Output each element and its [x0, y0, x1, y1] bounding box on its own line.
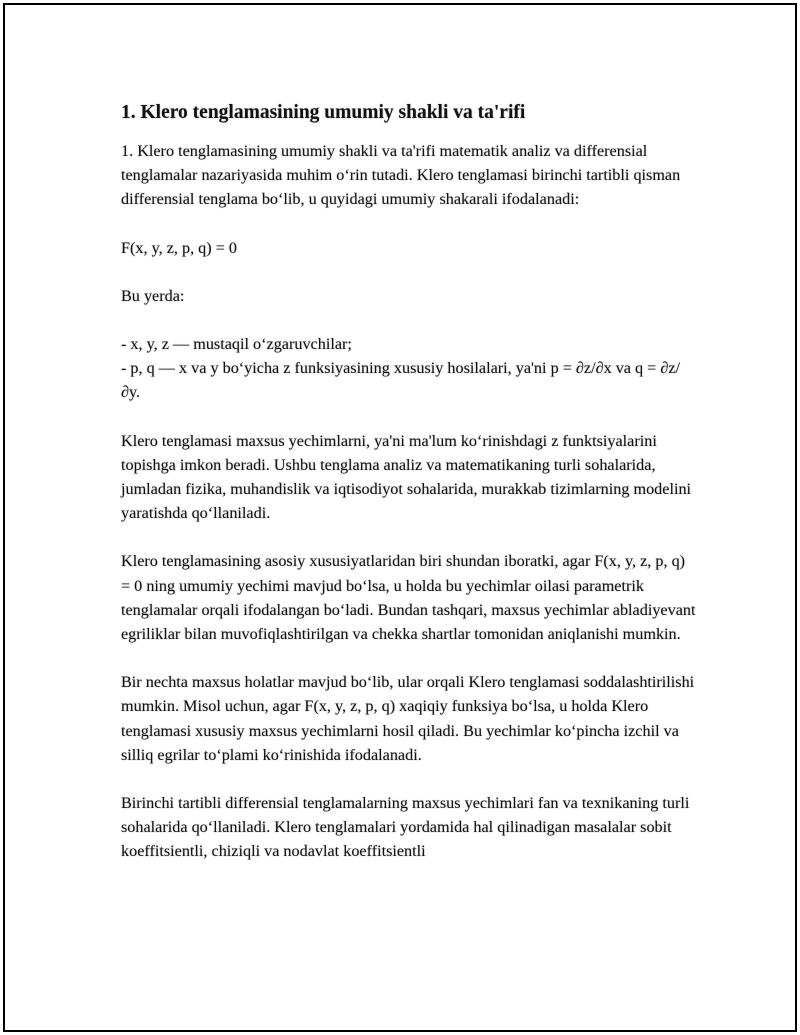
list-item: - p, q — x va y bo‘yicha z funksiyasining xususiy hosilalari, ya'ni p = ∂z/∂x va q = ∂z/∂y. [121, 359, 681, 402]
body-paragraph: Klero tenglamasi maxsus yechimlarni, ya'ni ma'lum ko‘rinishdagi z funktsiyalarini topishga imkon beradi. Ushbu tenglama analiz va matematikaning turli sohalarida, jumladan fizika, muhandislik va iqtisodiyot sohalarida, murakkab tizimlarning modelini yaratishda qo‘llaniladi. [121, 431, 692, 523]
document-content [121, 99, 696, 888]
body-paragraph: Birinchi tartibli differensial tenglamalarning maxsus yechimlari fan va texnikaning turli sohalarida qo‘llaniladi. Klero tenglamalari yordamida hal qilinadigan masalalar sobit koeffitsientli, chiziqli va nodavlat koeffitsientli [121, 794, 690, 861]
document-page [3, 3, 797, 1032]
intro-paragraph: 1. Klero tenglamasining umumiy shakli va ta'rifi matematik analiz va differensial tenglamalar nazariyasida muhim o‘rin tutadi. Klero tenglamasi birinchi tartibli qisman differensial tenglama bo‘lib, u quyidagi umumiy shakarali ifodalanadi: [121, 142, 681, 209]
body-paragraph: Bir nechta maxsus holatlar mavjud bo‘lib, ular orqali Klero tenglamasi soddalashtirilishi mumkin. Misol uchun, agar F(x, y, z, p, q) xaqiqiy funksiya bo‘lsa, u holda Klero tenglamasi xususiy maxsus yechimlarni hosil qiladi. Bu yechimlar ko‘pincha izchil va silliq egrilar to‘plami ko‘rinishida ifodalanadi. [121, 673, 695, 764]
equation-line: F(x, y, z, p, q) = 0 [121, 238, 237, 257]
variable-list [121, 332, 696, 405]
body-paragraph: Klero tenglamasining asosiy xususiyatlaridan biri shundan iboratki, agar F(x, y, z, p, q) = 0 ning umumiy yechimi mavjud bo‘lsa, u holda bu yechimlar oilasi parametrik tenglamalar orqali ifodalangan bo‘ladi. Bundan tashqari, maxsus yechimlar abladiyevant egriliklar bilan muvofiqlashtirilgan va chekka shartlar tomonidan aniqlanishi mumkin. [121, 552, 696, 644]
list-item: - x, y, z — mustaqil o‘zgaruvchilar; [121, 335, 352, 354]
where-label: Bu yerda: [121, 286, 185, 305]
document-title: 1. Klero tenglamasining umumiy shakli va ta'rifi [121, 102, 526, 123]
